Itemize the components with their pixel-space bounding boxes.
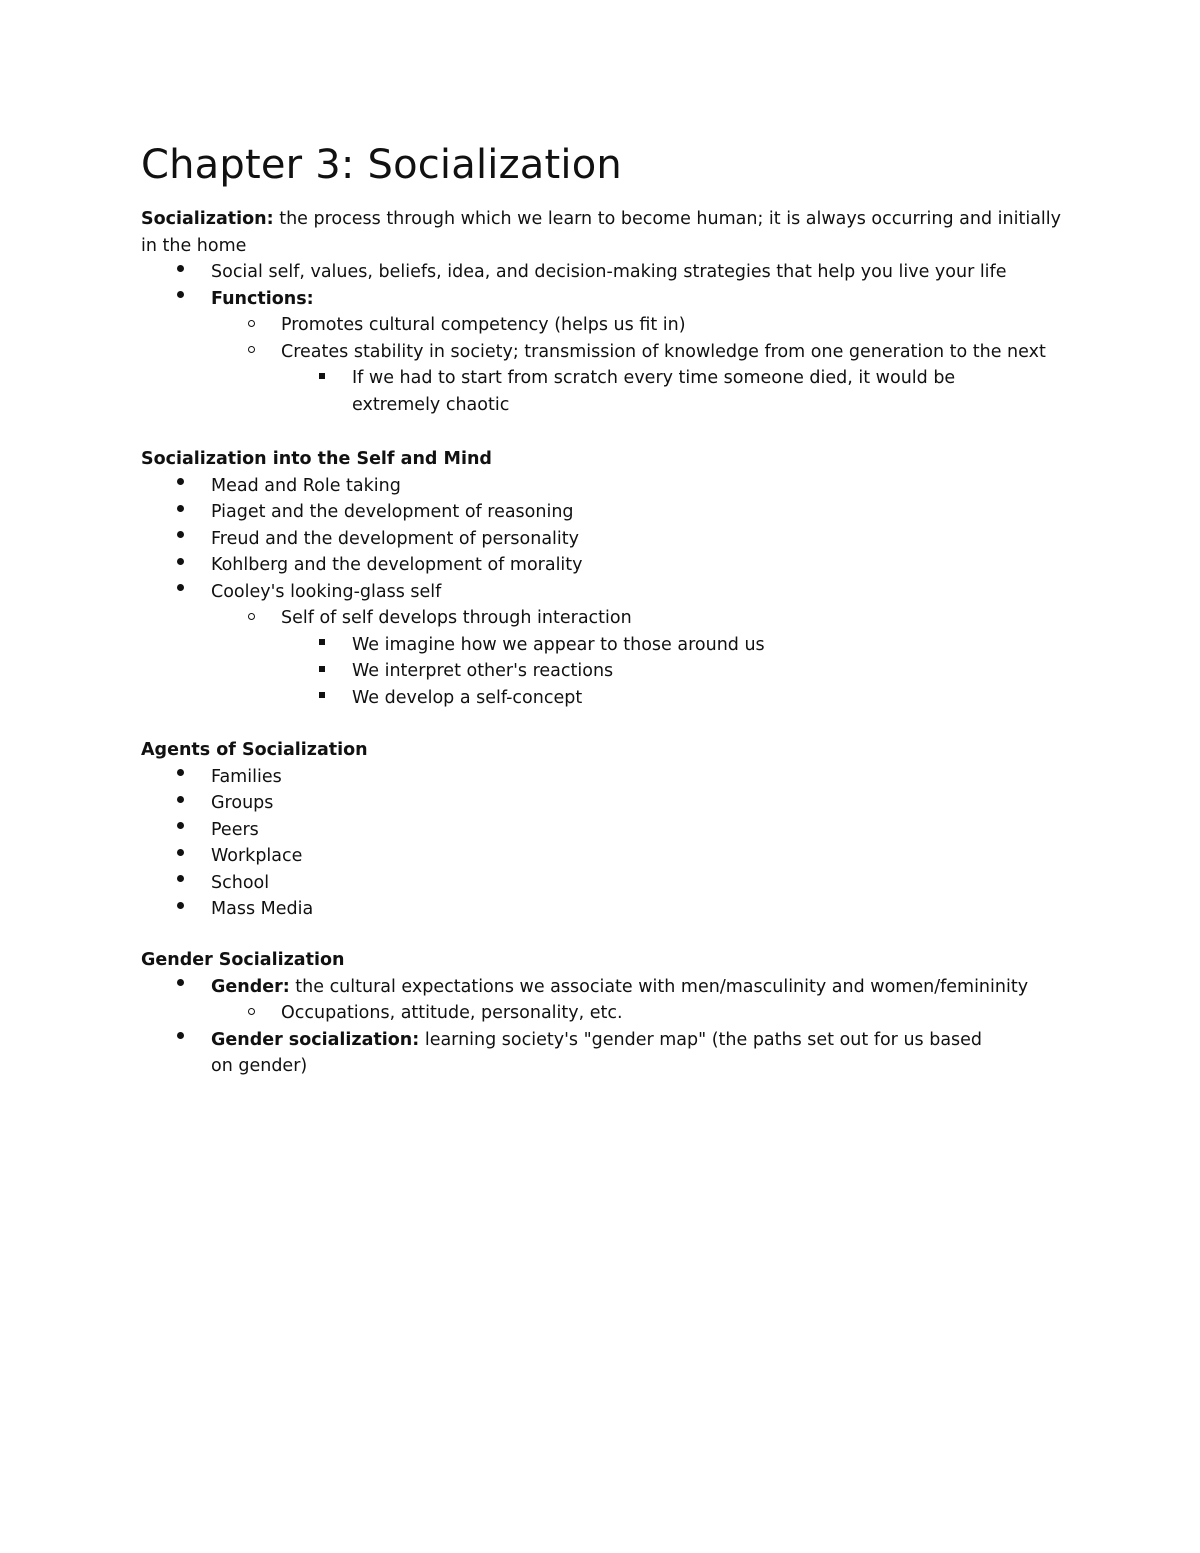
gender-term: Gender: [211, 976, 290, 997]
bullet-disc-icon [172, 817, 188, 844]
agents-list [141, 764, 1061, 923]
list-item: Mass Media [141, 896, 1061, 923]
list-item: School [141, 870, 1061, 897]
list-item: We imagine how we appear to those around us [141, 632, 1061, 659]
list-item: If we had to start from scratch every time someone died, it would be extremely chaotic [141, 365, 1061, 418]
list-item: Workplace [141, 843, 1061, 870]
bullet-circle-icon [243, 312, 259, 339]
bullet-disc-icon [172, 499, 188, 526]
functions-label: Functions: [211, 288, 314, 309]
list-item: Social self, values, beliefs, idea, and decision-making strategies that help you live your life [141, 259, 1061, 286]
definition-paragraph [141, 206, 1061, 259]
bullet-disc-icon [172, 259, 188, 286]
socialization-list [141, 259, 1061, 418]
bullet-circle-icon [243, 339, 259, 366]
list-item: Families [141, 764, 1061, 791]
list-item: Kohlberg and the development of morality [141, 552, 1061, 579]
section-gender [141, 947, 1061, 1080]
list-item [141, 286, 1061, 313]
list-item: Creates stability in society; transmission of knowledge from one generation to the next [141, 339, 1061, 366]
section-heading: Socialization into the Self and Mind [141, 449, 492, 469]
list-item: Cooley's looking-glass self [141, 579, 1061, 606]
list-item: Mead and Role taking [141, 473, 1061, 500]
definition-text: the process through which we learn to become human; it is always occurring and initially in the home [141, 209, 1061, 256]
bullet-disc-icon [172, 764, 188, 791]
gender-socialization-term: Gender socialization: [211, 1029, 420, 1050]
section-self-mind [141, 446, 1061, 711]
list-item: Gender socialization: learning society's "gender map" (the paths set out for us based on gender) [141, 1027, 1061, 1080]
bullet-square-icon [314, 685, 330, 712]
list-item: We interpret other's reactions [141, 658, 1061, 685]
list-item: Freud and the development of personality [141, 526, 1061, 553]
section-socialization [141, 206, 1061, 418]
list-item: Promotes cultural competency (helps us fit in) [141, 312, 1061, 339]
bullet-disc-icon [172, 526, 188, 553]
bullet-disc-icon [172, 1027, 188, 1054]
bullet-disc-icon [172, 286, 188, 313]
list-item: Occupations, attitude, personality, etc. [141, 1000, 1061, 1027]
bullet-disc-icon [172, 579, 188, 606]
bullet-square-icon [314, 658, 330, 685]
section-heading: Agents of Socialization [141, 740, 368, 760]
bullet-square-icon [314, 365, 330, 392]
list-item: Self of self develops through interaction [141, 605, 1061, 632]
bullet-circle-icon [243, 605, 259, 632]
section-agents [141, 737, 1061, 923]
gender-list [141, 974, 1061, 1080]
list-item: Gender: the cultural expectations we associate with men/masculinity and women/femininity [141, 974, 1061, 1001]
bullet-disc-icon [172, 896, 188, 923]
definition-term: Socialization: [141, 209, 274, 229]
list-item: Peers [141, 817, 1061, 844]
bullet-disc-icon [172, 473, 188, 500]
bullet-disc-icon [172, 552, 188, 579]
bullet-square-icon [314, 632, 330, 659]
list-item: We develop a self-concept [141, 685, 1061, 712]
bullet-disc-icon [172, 790, 188, 817]
list-item: Piaget and the development of reasoning [141, 499, 1061, 526]
bullet-disc-icon [172, 843, 188, 870]
bullet-disc-icon [172, 974, 188, 1001]
page-title: Chapter 3: Socialization [141, 142, 622, 188]
list-item: Groups [141, 790, 1061, 817]
bullet-disc-icon [172, 870, 188, 897]
section-heading: Gender Socialization [141, 950, 345, 970]
bullet-circle-icon [243, 1000, 259, 1027]
self-mind-list [141, 473, 1061, 712]
